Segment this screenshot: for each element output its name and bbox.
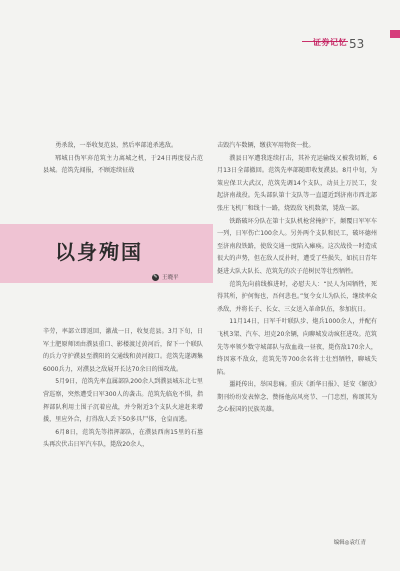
paragraph: 郓城日伪军弃范筑主力离城之机，于24日再度侵占范县城。范筑先闻报，不顾连续征战 [43, 154, 203, 175]
page-number: 53 [349, 37, 365, 51]
paragraph: 勇杀敌，一举收复范县，然后率部追杀逃敌。 [55, 142, 178, 149]
column-left-bottom [43, 326, 203, 452]
paragraph: 11月14日，日军千叶联队步、炮兵1000余人，并配有飞机3架、汽车、坦克20余辆，向聊城发动疯狂进攻。范筑先等率领少数守城部队与敌血战一昼夜，毙伤敌170余人，终因寡不敌众，范筑先等700余名将士壮烈牺牲，聊城失陷。 [217, 318, 377, 376]
byline [152, 273, 179, 281]
paragraph: 6月8日，范筑先等指挥部队，在濮县西南15里的石墓头再次伏击日军汽车队，毙敌20余人， [43, 428, 203, 449]
pen-icon: ✎ [153, 273, 158, 280]
paragraph: 铁路破坏分队在第十支队机枪营掩护下，颠覆日军军车一列，日军伤亡100余人。另外两个支队和民工，破坏德州至济南段铁路，使敌交通一度陷入瘫痪。这次战役一时造成很大的声势，但在敌人反扑时，遭受了些损失，如抗日青年挺进大队大队长、范筑先的次子范树民等壮烈牺牲。 [217, 217, 377, 275]
column-right [217, 140, 377, 417]
section-label: 证券记忆 [313, 38, 347, 47]
paragraph: 5月9日，范筑先率直属部队200余人到濮县城东北七里营巡察，突然遭受日军300人的袭击。范筑先临危不惧，指挥部队利用土围子沉着应战，并令附近3个支队火速赶来增援，里应外合，打得敌人丢下50多具尸体，仓皇而逃。 [43, 378, 203, 424]
corner-marker [390, 30, 400, 38]
editor-credit: 编辑◎袁红青 [333, 540, 366, 546]
paragraph: 辛劳，率部立即返回，激战一日，收复范县。3月下旬，日军土肥原师团由濮县重口、影楼渡过黄河后，留下一个联队的兵力守护濮县至濮阳的交通线和黄河渡口。范筑先遂调集6000兵力，对濮县之敌展开长达70余日的围攻战。 [43, 328, 203, 373]
column-left-top [43, 140, 203, 178]
paragraph: 濮县日军遭我连续打击，其补充运输线又被我切断，6月13日全部撤回。范筑先率部随即收复濮县。8月中旬，为策应保卫大武汉，范筑先调14个支队，动员上万民工，发起济南战役。先头部队第十支队等一直逼近到济南市西北部张庄飞机厂和线十一路，烧毁敌飞机数架，毙敌一部。 [217, 154, 377, 212]
article-title: 以身殉国 [55, 240, 143, 264]
author-name: 王晓平 [162, 275, 179, 281]
paragraph: 范筑先向前线推进时，必慰夫人：“民人为国牺牲，死得其所，护何悔也，吾何悲也。”复令女儿为队长，继续率众杀敌，并将长子、长女、三女送入革命队伍，参加抗日。 [217, 280, 377, 313]
paragraph: 噩耗传出，举国悲痛。重庆《新华日报》、延安《解放》期刊纷纷发表悼念、赞扬他高风亮节、一门忠烈，称颂其为念心报国的民族英雄。 [217, 381, 377, 414]
paragraph: 击毁汽车数辆，缴获军用物资一批。 [217, 142, 315, 149]
